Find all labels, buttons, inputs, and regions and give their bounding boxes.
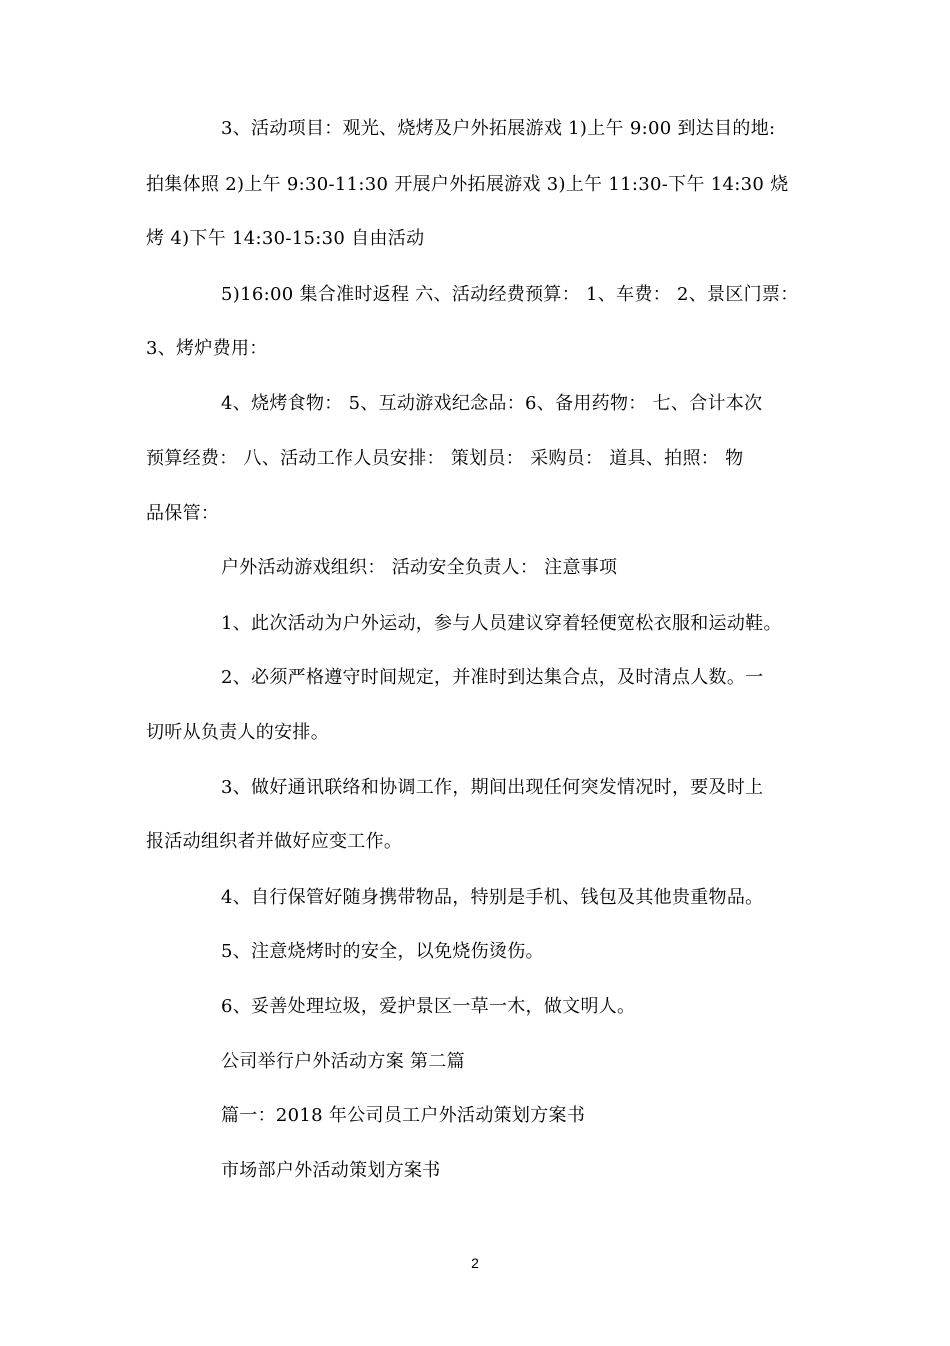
body-text-line: 切听从负责人的安排。 xyxy=(146,722,329,743)
notice-item: 3、做好通讯联络和协调工作，期间出现任何突发情况时，要及时上 xyxy=(221,777,764,798)
body-text-line: 品保管： xyxy=(146,503,220,524)
body-text-line: 烤 4)下午 14:30-15:30 自由活动 xyxy=(146,228,425,249)
notice-item: 6、妥善处理垃圾，爱护景区一草一木，做文明人。 xyxy=(221,996,636,1017)
notice-item: 1、此次活动为户外运动，参与人员建议穿着轻便宽松衣服和运动鞋。 xyxy=(221,613,782,634)
notice-item: 4、自行保管好随身携带物品，特别是手机、钱包及其他贵重物品。 xyxy=(221,887,764,908)
page-number: 2 xyxy=(471,1255,479,1271)
body-text-line: 拍集体照 2)上午 9:30-11:30 开展户外拓展游戏 3)上午 11:30-下午 14:30 烧 xyxy=(146,174,789,195)
body-text-line: 预算经费： 八、活动工作人员安排： 策划员： 采购员： 道具、拍照： 物 xyxy=(146,448,744,469)
notice-item: 5、注意烧烤时的安全，以免烧伤烫伤。 xyxy=(221,941,544,962)
body-text-line: 4、烧烤食物： 5、互动游戏纪念品：6、备用药物： 七、合计本次 xyxy=(221,393,763,414)
section-heading: 篇一：2018 年公司员工户外活动策划方案书 xyxy=(221,1105,586,1126)
body-text-line: 5)16:00 集合准时返程 六、活动经费预算： 1、车费： 2、景区门票： xyxy=(221,284,799,305)
body-text-line: 3、活动项目：观光、烧烤及户外拓展游戏 1)上午 9:00 到达目的地: xyxy=(221,118,776,139)
section-heading: 公司举行户外活动方案 第二篇 xyxy=(221,1051,465,1072)
body-text-line: 户外活动游戏组织： 活动安全负责人： 注意事项 xyxy=(221,557,618,578)
notice-item: 2、必须严格遵守时间规定，并准时到达集合点，及时清点人数。一 xyxy=(221,667,764,688)
body-text-line: 报活动组织者并做好应变工作。 xyxy=(146,831,403,852)
body-text-line: 3、烤炉费用： xyxy=(146,338,268,359)
section-heading: 市场部户外活动策划方案书 xyxy=(221,1160,441,1181)
